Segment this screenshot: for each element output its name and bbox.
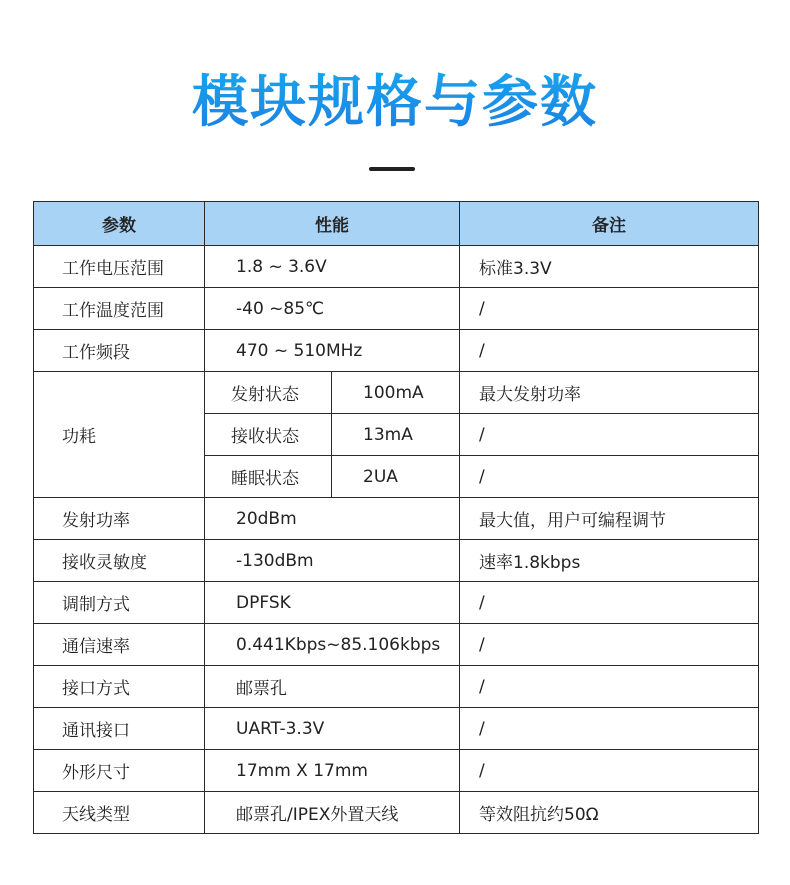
note-cell: / [460, 624, 759, 666]
power-state-cell: 接收状态 [205, 414, 332, 456]
page-title: 模块规格与参数 [0, 68, 790, 138]
perf-cell: 1.8 ~ 3.6V [205, 246, 460, 288]
note-cell: / [460, 330, 759, 372]
param-cell: 工作频段 [34, 330, 205, 372]
header-param: 参数 [34, 202, 205, 246]
note-cell: 速率1.8kbps [460, 540, 759, 582]
table-header-row [34, 202, 759, 246]
note-cell: 等效阻抗约50Ω [460, 792, 759, 834]
note-cell: / [460, 456, 759, 498]
table-row [34, 708, 759, 750]
table-row [34, 582, 759, 624]
note-cell: / [460, 750, 759, 792]
param-cell: 工作温度范围 [34, 288, 205, 330]
perf-cell: 17mm X 17mm [205, 750, 460, 792]
note-cell: / [460, 414, 759, 456]
param-cell: 接口方式 [34, 666, 205, 708]
perf-cell: 邮票孔/IPEX外置天线 [205, 792, 460, 834]
header-perf: 性能 [205, 202, 460, 246]
table-row [34, 792, 759, 834]
perf-cell: 邮票孔 [205, 666, 460, 708]
note-cell: / [460, 666, 759, 708]
param-cell: 发射功率 [34, 498, 205, 540]
table-row [34, 666, 759, 708]
perf-cell: DPFSK [205, 582, 460, 624]
perf-cell: -130dBm [205, 540, 460, 582]
table-row-power-transmit [34, 372, 759, 414]
power-state-cell: 睡眠状态 [205, 456, 332, 498]
note-cell: 最大发射功率 [460, 372, 759, 414]
param-cell: 调制方式 [34, 582, 205, 624]
param-cell: 工作电压范围 [34, 246, 205, 288]
title-divider [369, 167, 415, 171]
perf-cell: 470 ~ 510MHz [205, 330, 460, 372]
param-cell: 接收灵敏度 [34, 540, 205, 582]
table-row [34, 624, 759, 666]
power-state-cell: 发射状态 [205, 372, 332, 414]
table-row [34, 288, 759, 330]
perf-cell: 0.441Kbps~85.106kbps [205, 624, 460, 666]
power-value-cell: 100mA [332, 372, 460, 414]
note-cell: / [460, 582, 759, 624]
note-cell: / [460, 708, 759, 750]
note-cell: 标准3.3V [460, 246, 759, 288]
power-value-cell: 13mA [332, 414, 460, 456]
power-value-cell: 2UA [332, 456, 460, 498]
param-cell: 外形尺寸 [34, 750, 205, 792]
table-row [34, 330, 759, 372]
param-cell: 天线类型 [34, 792, 205, 834]
table-row [34, 246, 759, 288]
param-cell: 通讯接口 [34, 708, 205, 750]
param-cell-power: 功耗 [34, 372, 205, 498]
note-cell: / [460, 288, 759, 330]
perf-cell: UART-3.3V [205, 708, 460, 750]
perf-cell: -40 ~85℃ [205, 288, 460, 330]
param-cell: 通信速率 [34, 624, 205, 666]
perf-cell: 20dBm [205, 498, 460, 540]
table-row [34, 750, 759, 792]
header-note: 备注 [460, 202, 759, 246]
spec-table [33, 201, 759, 834]
note-cell: 最大值，用户可编程调节 [460, 498, 759, 540]
table-row [34, 498, 759, 540]
table-row [34, 540, 759, 582]
